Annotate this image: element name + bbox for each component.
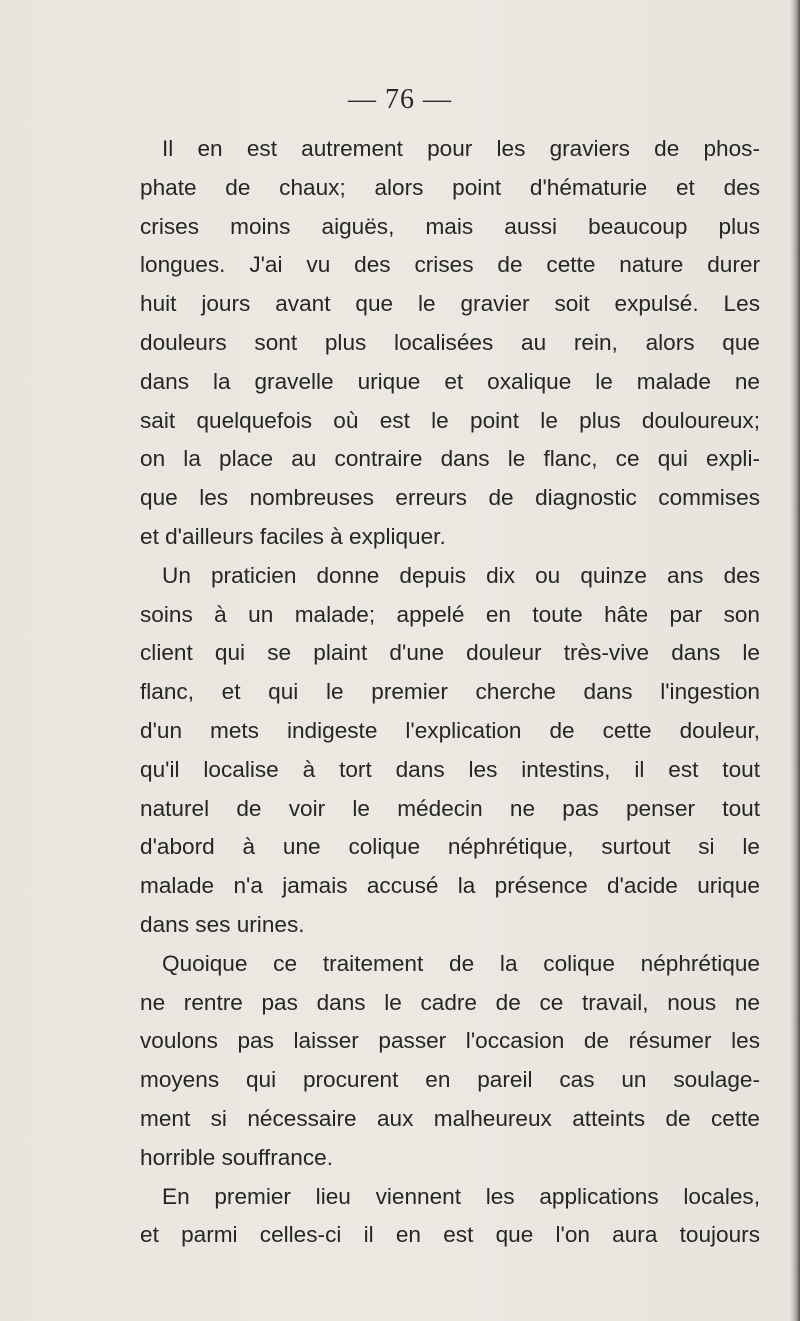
text-line: moyens qui procurent en pareil cas un soulage- — [140, 1067, 760, 1093]
text-line: phate de chaux; alors point d'hématurie et des — [140, 174, 760, 200]
text-line: soins à un malade; appelé en toute hâte par son — [140, 601, 760, 627]
text-line: ne rentre pas dans le cadre de ce travail, nous ne — [140, 989, 760, 1015]
text-line: qu'il localise à tort dans les intestins, il est tout — [140, 756, 760, 782]
body-text — [140, 130, 760, 1255]
text-line: naturel de voir le médecin ne pas penser tout — [140, 795, 760, 821]
text-line: crises moins aiguës, mais aussi beaucoup plus — [140, 213, 760, 239]
text-line: dans ses urines. — [140, 911, 305, 937]
text-line: d'un mets indigeste l'explication de cette douleur, — [140, 717, 760, 743]
text-line: douleurs sont plus localisées au rein, alors que — [140, 329, 760, 355]
text-line: longues. J'ai vu des crises de cette nature durer — [140, 252, 760, 278]
text-line: Un praticien donne depuis dix ou quinze ans des — [162, 562, 760, 588]
text-line: flanc, et qui le premier cherche dans l'ingestion — [140, 679, 760, 705]
text-line: que les nombreuses erreurs de diagnostic commises — [140, 485, 760, 511]
text-line: et d'ailleurs faciles à expliquer. — [140, 523, 446, 549]
text-line: voulons pas laisser passer l'occasion de résumer les — [140, 1028, 760, 1054]
page-number: — 76 — — [348, 84, 452, 115]
text-line: ment si nécessaire aux malheureux atteints de cette — [140, 1105, 760, 1131]
text-line: horrible souffrance. — [140, 1144, 333, 1170]
text-line: Il en est autrement pour les graviers de phos- — [162, 136, 760, 161]
text-line: on la place au contraire dans le flanc, ce qui expli- — [140, 446, 760, 472]
text-line: d'abord à une colique néphrétique, surtout si le — [140, 834, 760, 860]
page-edge-shadow — [790, 0, 800, 1321]
text-line: dans la gravelle urique et oxalique le malade ne — [140, 368, 760, 394]
text-line: huit jours avant que le gravier soit expulsé. Les — [140, 291, 760, 317]
text-line: En premier lieu viennent les applications locales, — [162, 1183, 760, 1209]
text-line: Quoique ce traitement de la colique néphrétique — [162, 950, 760, 976]
text-line: malade n'a jamais accusé la présence d'acide urique — [140, 873, 760, 899]
text-line: et parmi celles-ci il en est que l'on aura toujours — [140, 1222, 760, 1248]
text-line: client qui se plaint d'une douleur très-vive dans le — [140, 640, 760, 666]
text-line: sait quelquefois où est le point le plus douloureux; — [140, 407, 760, 433]
